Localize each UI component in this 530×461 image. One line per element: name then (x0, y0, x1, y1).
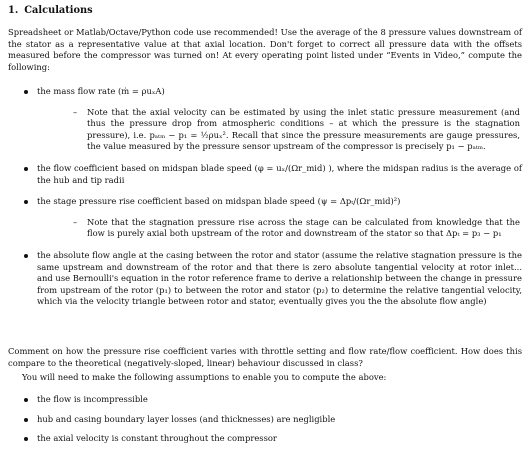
bullet-icon (24, 254, 28, 258)
bullet-icon (24, 167, 28, 171)
bullet-icon (24, 90, 28, 94)
item-text: the mass flow rate (ṁ = ρuₓA) (37, 86, 165, 96)
bullet-icon (24, 398, 28, 402)
assumption-text: the flow is incompressible (37, 394, 148, 404)
assumptions-list (0, 394, 530, 453)
subnote-text: Note that the stagnation pressure rise across the stage can be calculated from knowledge that the flow is purely axial both upstream of the rotor and downstream of the stator so that Δpₜ = p₃ − p₁ (87, 216, 520, 239)
bullet-icon (24, 418, 28, 422)
assumption-item (0, 433, 522, 445)
item-subnote (0, 217, 520, 240)
bullet-icon (24, 437, 28, 441)
assumption-item (0, 414, 522, 426)
section-heading (8, 5, 93, 17)
section-title: Calculations (24, 5, 93, 16)
assumption-item (0, 394, 522, 406)
dash-icon: – (73, 106, 78, 117)
comment-paragraph: Comment on how the pressure rise coefficient varies with throttle setting and flow rate/flow coefficient. How does this compare to the theoretical (negatively-sloped, linear) behaviour discussed in class? (8, 346, 522, 368)
list-item-pressure-rise-coefficient (0, 196, 522, 240)
item-text: the absolute flow angle at the casing between the rotor and stator (assume the relative stagnation pressure is the same upstream and downstream of the rotor and that there is zero absolute tangential velocity at rotor inlet... and use Bernoulli's equation in the rotor reference frame to derive a relationship between the change in pressure from upstream of the rotor (p₁) to between the rotor and stator (p₂) to determine the relative tangential velocity, which via the velocity triangle between rotor and stator, eventually gives you the the absolute flow angle) (37, 249, 522, 307)
intro-paragraph: Spreadsheet or Matlab/Octave/Python code use recommended! Use the average of the 8 pressure values downstream of the stator as a representative value at that axial location. Don't forget to correct all pressure data with the offsets measured before the compressor was turned on! At every operating point listed under “Events in Video,” compute the following: (8, 27, 522, 72)
item-subnote (0, 107, 520, 153)
assumptions-intro: You will need to make the following assumptions to enable you to compute the above: (22, 372, 387, 382)
list-item-flow-angle (0, 250, 522, 308)
assumption-text: the axial velocity is constant throughout the compressor (37, 433, 277, 444)
list-item-flow-coefficient (0, 163, 522, 186)
item-text: the stage pressure rise coefficient based on midspan blade speed (ψ = Δpₜ/(Ωr_mid)²) (37, 196, 401, 207)
bullet-icon (24, 200, 28, 204)
dash-icon: – (73, 216, 78, 227)
calculation-list (0, 86, 530, 318)
subnote-text: Note that the axial velocity can be estimated by using the inlet static pressure measurement (and thus the pressure drop from atmospheric conditions – at which the pressure is the stagnation pressure), i.e. pₐₜₘ − p₁ = ½ρuₓ². Recall that since the pressure measurements are gauge pressures, the value measured by the pressure sensor upstream of the compressor is precisely p₁ − pₐₜₘ. (87, 106, 520, 152)
assumption-text: hub and casing boundary layer losses (and thicknesses) are negligible (37, 413, 336, 424)
item-text: the flow coefficient based on midspan blade speed (φ = uₓ/(Ωr_mid) ), where the midspan radius is the average of the hub and tip radii (37, 162, 522, 185)
section-number: 1. (8, 5, 19, 16)
list-item-mass-flow (0, 86, 522, 153)
